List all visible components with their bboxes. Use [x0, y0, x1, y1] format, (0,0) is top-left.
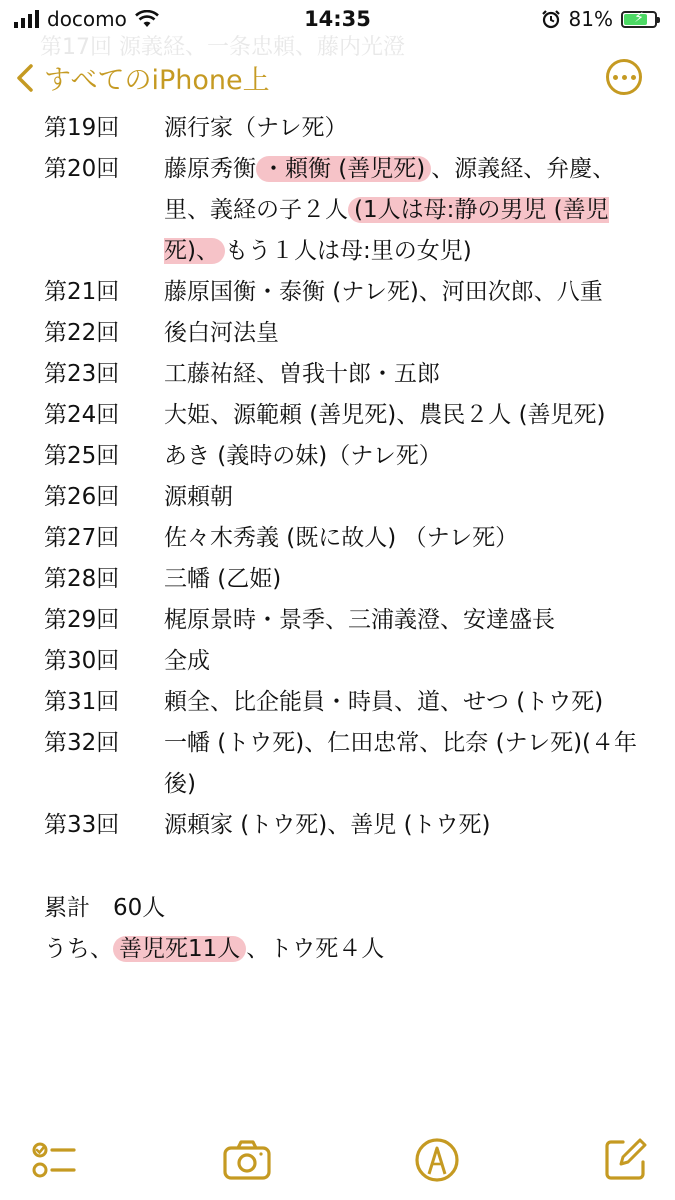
camera-icon[interactable]	[222, 1136, 272, 1184]
episode-names: 佐々木秀義 (既に故人) （ナレ死）	[164, 525, 519, 551]
blank-line	[44, 846, 644, 888]
episode-label: 第20回	[44, 156, 120, 182]
episode-label: 第23回	[44, 361, 120, 387]
episode-names: 源行家（ナレ死）	[164, 115, 348, 141]
scrolled-under-text: 第17回 源義経、一条忠頼、藤内光澄	[40, 35, 405, 60]
episode-label: 第21回	[44, 279, 120, 305]
episode-names: 大姫、源範頼 (善児死)、農民２人 (善児死)	[164, 402, 606, 428]
episode-label: 第29回	[44, 607, 120, 633]
list-item	[44, 600, 644, 641]
nav-bar	[0, 48, 675, 108]
episode-label: 第27回	[44, 525, 120, 551]
names-text: 、源義経、弁慶、里、義経の子２人	[164, 156, 616, 223]
episode-names: 後白河法皇	[164, 320, 279, 346]
episode-label: 第31回	[44, 689, 120, 715]
list-item	[44, 313, 644, 354]
back-label: すべてのiPhone上	[44, 65, 270, 96]
episode-names: 三幡 (乙姫)	[164, 566, 282, 592]
episode-label: 第22回	[44, 320, 120, 346]
episode-names: 源頼家 (トウ死)、善児 (トウ死)	[164, 812, 491, 838]
markup-icon[interactable]	[413, 1136, 461, 1184]
charging-icon: ⚡	[634, 9, 644, 26]
list-item	[44, 518, 644, 559]
bottom-toolbar	[0, 1130, 675, 1190]
episode-names: 一幡 (トウ死)、仁田忠常、比奈 (ナレ死)(４年後)	[164, 730, 638, 797]
episode-names: 梶原景時・景季、三浦義澄、安達盛長	[164, 607, 555, 633]
highlight-mark: ・頼衡 (善児死)	[256, 156, 431, 182]
back-button[interactable]	[16, 58, 270, 97]
compose-icon[interactable]	[603, 1136, 649, 1182]
alarm-icon	[541, 9, 561, 29]
episode-names: 藤原国衡・泰衡 (ナレ死)、河田次郎、八重	[164, 279, 603, 305]
list-item	[44, 682, 644, 723]
list-item	[44, 395, 644, 436]
list-item	[44, 272, 644, 313]
list-item	[44, 108, 644, 149]
episode-label: 第19回	[44, 115, 120, 141]
list-item	[44, 723, 644, 805]
list-item	[44, 354, 644, 395]
total-line: 累計 60人	[44, 895, 166, 921]
battery-icon	[621, 11, 657, 28]
episode-names	[164, 149, 644, 272]
episode-label: 第32回	[44, 730, 120, 756]
highlight-mark: (1人は母:静の男児 (善児死)、	[164, 197, 609, 264]
list-item	[44, 477, 644, 518]
chevron-left-icon	[16, 63, 34, 93]
more-options-button[interactable]	[606, 59, 642, 95]
carrier-label: docomo	[47, 7, 127, 31]
highlight-mark: 善児死11人	[113, 936, 246, 962]
episode-names: 源頼朝	[164, 484, 233, 510]
episode-label: 第28回	[44, 566, 120, 592]
episode-label: 第33回	[44, 812, 120, 838]
episode-label: 第25回	[44, 443, 120, 469]
episode-label: 第26回	[44, 484, 120, 510]
list-item	[44, 559, 644, 600]
list-item	[44, 149, 644, 272]
list-item	[44, 805, 644, 846]
episode-names: 全成	[164, 648, 210, 674]
episode-names: あき (義時の妹)（ナレ死）	[164, 443, 442, 469]
episode-label: 第24回	[44, 402, 120, 428]
status-time: 14:35	[304, 7, 371, 31]
breakdown-suffix: 、トウ死４人	[246, 936, 385, 962]
names-text: もう１人は母:里の女児)	[224, 238, 472, 264]
list-item	[44, 641, 644, 682]
breakdown-line	[44, 929, 644, 970]
episode-label: 第30回	[44, 648, 120, 674]
note-body[interactable]	[44, 108, 644, 970]
list-item	[44, 436, 644, 477]
breakdown-prefix: うち、	[44, 936, 113, 962]
status-right	[541, 7, 657, 31]
episode-names: 頼全、比企能員・時員、道、せつ (トウ死)	[164, 689, 604, 715]
checklist-icon[interactable]	[30, 1136, 78, 1184]
episode-names: 工藤祐経、曽我十郎・五郎	[164, 361, 440, 387]
names-text: 藤原秀衡	[164, 156, 256, 182]
battery-percent: 81%	[568, 7, 613, 31]
